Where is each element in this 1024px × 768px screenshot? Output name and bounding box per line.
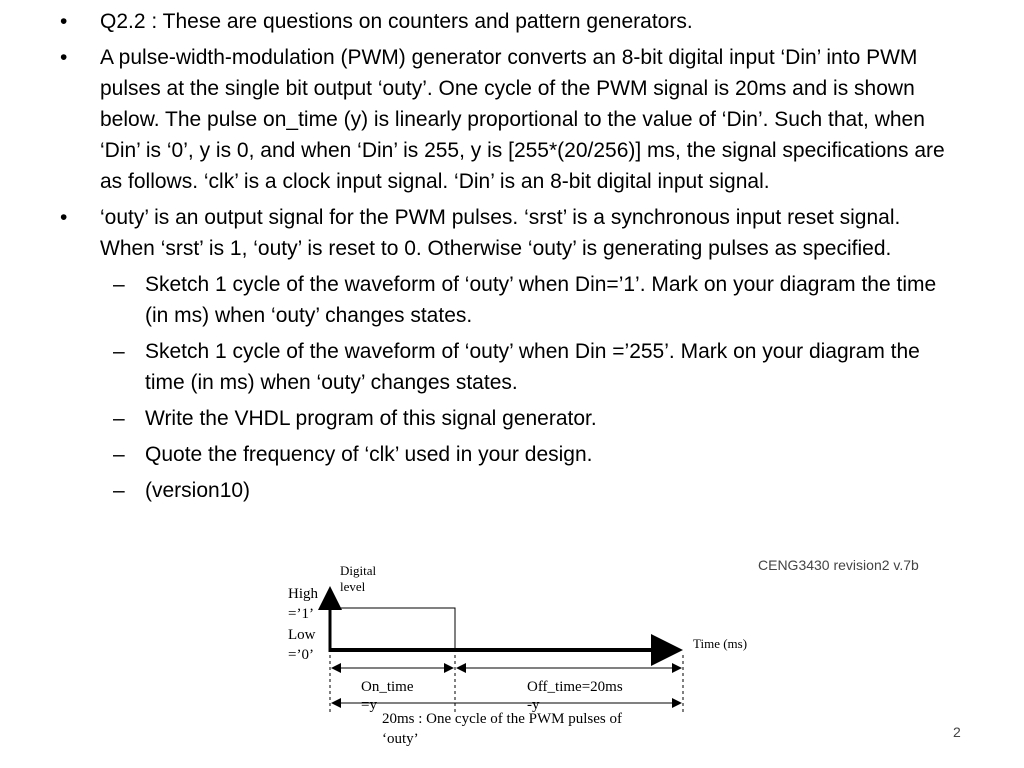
low-level-label: Low =’0’ [288, 627, 316, 663]
x-axis-label: Time (ms) [693, 636, 748, 651]
bullet-q2-2: • Q2.2 : These are questions on counters and pattern generators. [60, 6, 960, 37]
off-time-label: Off_time=20ms -y [527, 679, 623, 713]
cycle-caption: 20ms : One cycle of the PWM pulses of ‘outy’ [382, 711, 622, 747]
dash-marker: – [113, 479, 125, 502]
bullet-outy-srst: • ‘outy’ is an output signal for the PWM pulses. ‘srst’ is a synchronous input reset signal. When ‘srst’ is 1, ‘outy’ is reset to 0. Otherwise ‘outy’ is generating pulses as specified. [60, 202, 960, 264]
dash-marker: – [113, 407, 125, 430]
subbullet-text: Sketch 1 cycle of the waveform of ‘outy’ when Din =’255’. Mark on your diagram the time (in ms) when ‘outy’ changes states. [145, 340, 920, 394]
page-number: 2 [953, 724, 961, 740]
on-time-label: On_time =y [361, 679, 414, 713]
dash-marker: – [113, 443, 125, 466]
dash-marker: – [113, 273, 125, 296]
dash-marker: – [113, 340, 125, 363]
pwm-pulse [330, 608, 455, 650]
y-axis-label: Digital level [340, 563, 377, 594]
subbullet-text: Sketch 1 cycle of the waveform of ‘outy’ when Din=’1’. Mark on your diagram the time (in ms) when ‘outy’ changes states. [145, 273, 937, 327]
footer-revision: CENG3430 revision2 v.7b [758, 557, 919, 573]
bullet-pwm-description: • A pulse-width-modulation (PWM) generator converts an 8-bit digital input ‘Din’ into PWM pulses at the single bit output ‘outy’. One cycle of the PWM signal is 20ms and is shown below. The pulse on_time (y) is linearly proportional to the value of ‘Din’. Such that, when ‘Din’ is ‘0’, y is 0, and when ‘Din’ is 255, y is [255*(20/256)] ms, the signal specifications are as follows. ‘clk’ is a clock input signal. ‘Din’ is an 8-bit digital input signal. [60, 42, 960, 197]
subbullet-text: Write the VHDL program of this signal generator. [145, 407, 597, 430]
high-level-label: High =’1’ [288, 586, 318, 622]
subbullet-text: (version10) [145, 479, 251, 502]
subbullet-text: Quote the frequency of ‘clk’ used in your design. [145, 443, 593, 466]
